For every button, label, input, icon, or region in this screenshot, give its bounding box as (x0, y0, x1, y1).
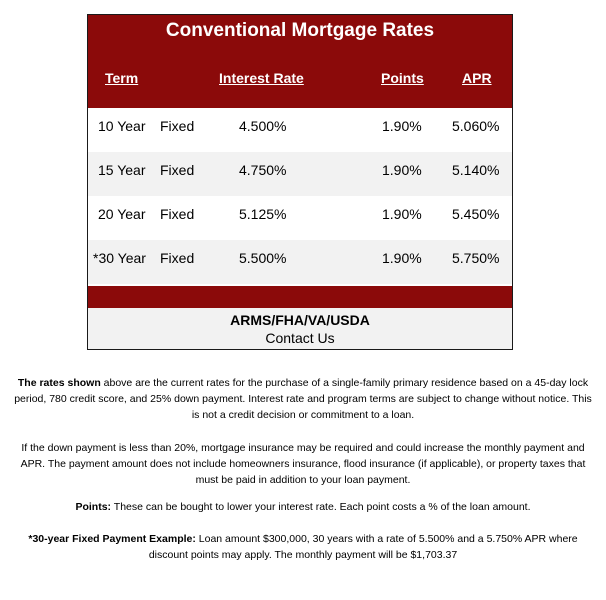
term-cell: *30 Year (93, 250, 146, 266)
rates-disclaimer-text: above are the current rates for the purchase of a single-family primary residence based on a 45-day lock period, 780 credit score, and 25% down payment. Interest rate and program terms are subject to change without notice. This is not a credit decision or commitment to a loan. (14, 377, 592, 421)
column-header-points: Points (381, 70, 424, 86)
column-header-interest-rate: Interest Rate (219, 70, 304, 86)
type-cell: Fixed (160, 162, 195, 178)
contact-area (88, 308, 512, 349)
insurance-disclaimer: If the down payment is less than 20%, mortgage insurance may be required and could increase the monthly payment and APR. The payment amount does not include homeowners insurance, flood insurance (if applicable), or property taxes that must be paid in addition to your loan payment. (20, 442, 586, 486)
points-note-lead: Points: (75, 501, 112, 513)
table-row (88, 108, 512, 152)
apr-cell: 5.750% (452, 250, 500, 266)
apr-cell: 5.060% (452, 118, 500, 134)
loan-programs-label: ARMS/FHA/VA/USDA (230, 312, 370, 328)
table-row (88, 196, 512, 240)
points-note (14, 499, 592, 515)
payment-example-lead: *30-year Fixed Payment Example: (28, 533, 196, 545)
term-cell: 10 Year (98, 118, 146, 134)
table-row (88, 152, 512, 196)
column-header-term: Term (105, 70, 139, 86)
rates-disclaimer (14, 375, 592, 423)
points-cell: 1.90% (382, 118, 422, 134)
term-cell: 20 Year (98, 206, 146, 222)
type-cell: Fixed (160, 118, 195, 134)
points-note-text: These can be bought to lower your interest rate. Each point costs a % of the loan amount. (111, 501, 531, 513)
rates-disclaimer-lead: The rates shown (17, 377, 101, 389)
rate-cell: 5.125% (239, 206, 287, 222)
type-cell: Fixed (160, 250, 195, 266)
rate-cell: 4.500% (239, 118, 287, 134)
points-cell: 1.90% (382, 250, 422, 266)
points-cell: 1.90% (382, 162, 422, 178)
table-title: Conventional Mortgage Rates (165, 20, 435, 41)
apr-cell: 5.450% (452, 206, 500, 222)
apr-cell: 5.140% (452, 162, 500, 178)
table-header (88, 15, 512, 108)
term-cell: 15 Year (98, 162, 146, 178)
payment-example-text: Loan amount $300,000, 30 years with a rate of 5.500% and a 5.750% APR where discount points may apply. The monthly payment will be $1,703.37 (148, 533, 578, 561)
footer-band (88, 286, 512, 308)
contact-us-link[interactable]: Contact Us (265, 330, 335, 346)
column-header-apr: APR (462, 70, 492, 86)
rate-cell: 4.750% (239, 162, 287, 178)
table-row (88, 240, 512, 284)
mortgage-rates-table (87, 14, 513, 350)
points-cell: 1.90% (382, 206, 422, 222)
payment-example (14, 531, 592, 563)
type-cell: Fixed (160, 206, 195, 222)
rate-cell: 5.500% (239, 250, 287, 266)
